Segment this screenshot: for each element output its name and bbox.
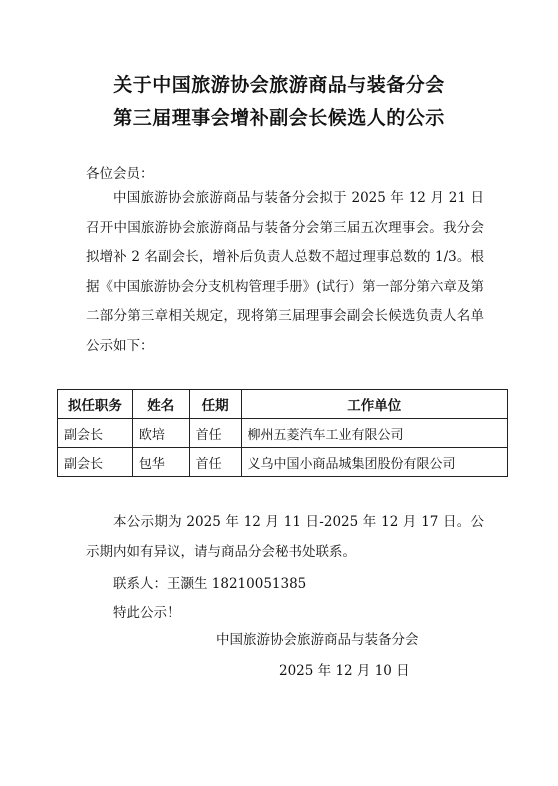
table-row — [58, 419, 508, 448]
cell-employer: 柳州五菱汽车工业有限公司 — [241, 419, 507, 448]
nominee-table — [57, 389, 508, 477]
header-employer: 工作单位 — [241, 390, 507, 419]
cell-name: 包华 — [132, 448, 189, 477]
document-title-line2: 第三届理事会增补副会长候选人的公示 — [113, 107, 445, 129]
salutation: 各位会员： — [86, 166, 154, 182]
table-row — [58, 448, 508, 477]
signature-organization: 中国旅游协会旅游商品与装备分会 — [216, 632, 419, 648]
cell-position: 副会长 — [58, 419, 133, 448]
header-position: 拟任职务 — [58, 390, 133, 419]
header-term: 任期 — [189, 390, 241, 419]
contact-line: 联系人：王灏生 18210051385 — [113, 576, 307, 592]
cell-name: 欧培 — [132, 419, 189, 448]
table-header-row — [58, 390, 508, 419]
cell-term: 首任 — [189, 419, 241, 448]
cell-term: 首任 — [189, 448, 241, 477]
notice-period-paragraph: 本公示期为 2025 年 12 月 11 日-2025 年 12 月 17 日。公示期内如有异议，请与商品分会秘书处联系。 — [86, 514, 484, 560]
header-name: 姓名 — [132, 390, 189, 419]
document-title-line1: 关于中国旅游协会旅游商品与装备分会 — [113, 74, 445, 96]
closing-line: 特此公示！ — [113, 605, 181, 621]
cell-position: 副会长 — [58, 448, 133, 477]
body-paragraph: 中国旅游协会旅游商品与装备分会拟于 2025 年 12 月 21 日召开中国旅游协会旅游商品与装备分会第三届五次理事会。我分会拟增补 2 名副会长，增补后负责人总数不超过理事总数的 1/3。根据《中国旅游协会分支机构管理手册》(试行）第一部分第六章及第二部分第三章相关规定，现将第三届理事会副会长候选负责人名单公示如下： — [86, 190, 484, 354]
cell-employer: 义乌中国小商品城集团股份有限公司 — [241, 448, 507, 477]
signature-date: 2025 年 12 月 10 日 — [279, 663, 410, 679]
